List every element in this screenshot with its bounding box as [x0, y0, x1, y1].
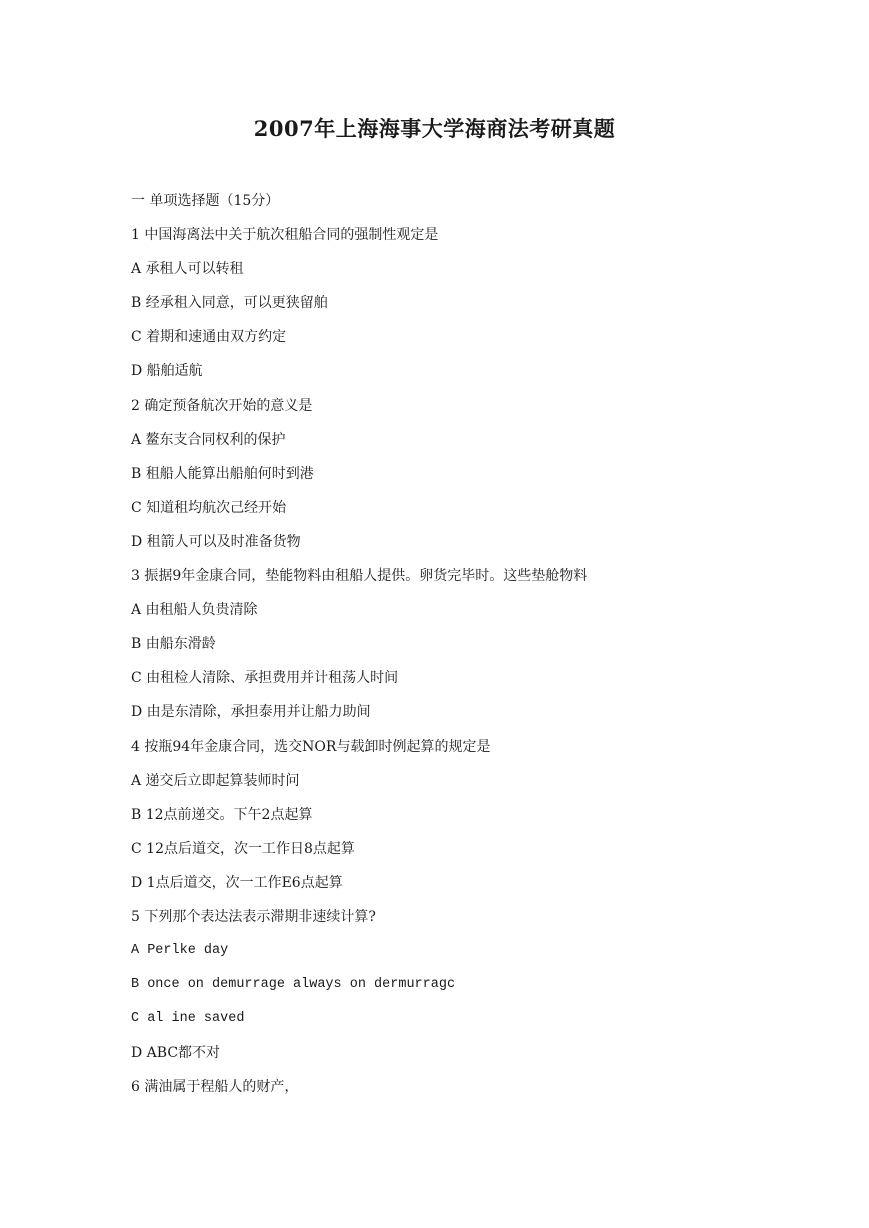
text-line: B 由船东滑龄: [131, 636, 216, 653]
text-line: A 递交后立即起算装师时问: [131, 772, 300, 789]
text-line: A Perlke day: [131, 943, 229, 959]
text-line: B once on demurrage always on dermurragc: [131, 977, 456, 993]
document-body: [131, 190, 771, 1111]
text-line: 5 下列那个表达法表示滞期非速续计算?: [131, 908, 376, 925]
text-line: D 船舶适航: [131, 363, 203, 380]
text-line: C 由租检人清除、承担费用并计租荡人时间: [131, 670, 399, 687]
text-line: D 租箭人可以及时准备货物: [131, 533, 301, 550]
text-line: 一 单项选择题（15分）: [131, 193, 280, 209]
text-line: A 由租船人负贵清除: [131, 602, 258, 619]
text-line: B 租船人能算出船舶何时到港: [131, 465, 314, 482]
text-line: D ABC都不对: [131, 1045, 221, 1062]
text-line: 3 振据9年金康合同，垫能物料由租船人提供。卵货完毕时。这些垫舱物料: [131, 568, 588, 585]
text-line: C 着期和速通由双方约定: [131, 329, 287, 346]
text-line: B 经承租入同意，可以更狭留舶: [131, 295, 328, 312]
text-line: 4 按瓶94年金康合同，选交NOR与载卸时例起算的规定是: [131, 738, 491, 755]
document-title: 2007年上海海事大学海商法考研真题: [253, 116, 616, 141]
text-line: C al ine saved: [131, 1011, 245, 1027]
text-line: 2 确定预备航次开始的意义是: [131, 397, 313, 414]
text-line: A 鳌东支合同权利的保护: [131, 431, 286, 448]
text-line: B 12点前递交。下午2点起算: [131, 806, 313, 823]
text-line: D 由是东清除，承担泰用并让船力助间: [131, 704, 371, 721]
text-line: 6 满油属于程船人的财产，: [131, 1079, 299, 1096]
text-line: D 1点后道交，次一工作E6点起算: [131, 874, 343, 891]
text-line: A 承租人可以转租: [131, 261, 244, 278]
text-line: C 12点后道交，次一工作日8点起算: [131, 840, 355, 857]
text-line: C 知道租均航次己经开始: [131, 499, 287, 516]
text-line: 1 中国海离法中关于航次租船合同的强制性观定是: [131, 227, 439, 244]
